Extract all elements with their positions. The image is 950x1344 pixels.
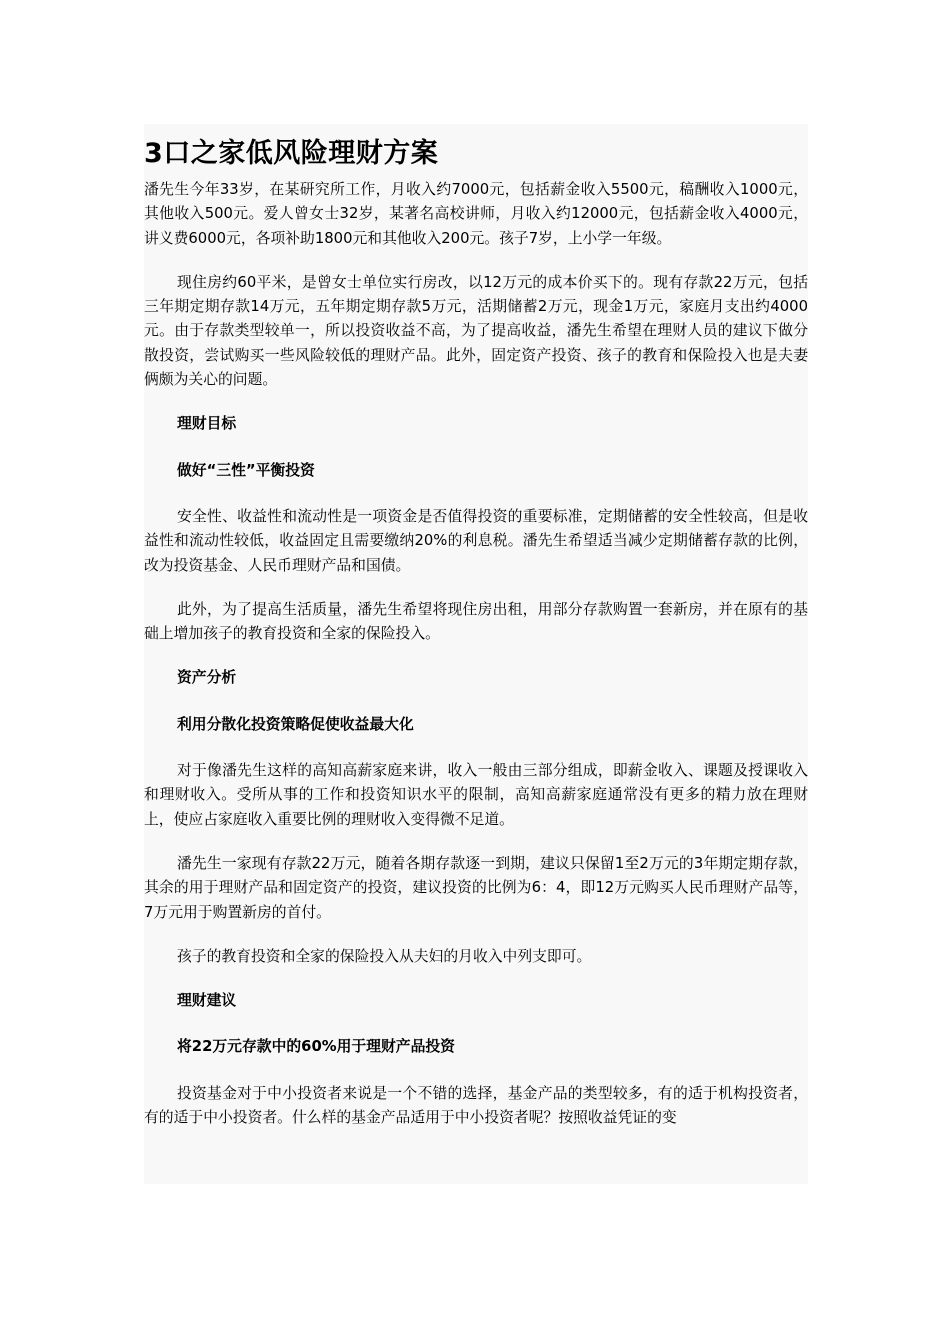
- heading-goal: 理财目标: [177, 415, 237, 433]
- paragraph-safety: 安全性、收益性和流动性是一项资金是否值得投资的重要标准，定期储蓄的安全性较高，但是收益性和流动性较低，收益固定且需要缴纳20%的利息税。潘先生希望适当减少定期储蓄存款的比例，改为投资基金、人民币理财产品和国债。: [144, 507, 808, 574]
- heading-analysis: 资产分析: [177, 669, 237, 687]
- heading-balance: 做好“三性”平衡投资: [177, 461, 315, 479]
- paragraph-housing: 现住房约60平米，是曾女士单位实行房改，以12万元的成本价买下的。现有存款22万元，包括三年期定期存款14万元，五年期定期存款5万元，活期储蓄2万元，现金1万元，家庭月支出约4000元。由于存款类型较单一，所以投资收益不高，为了提高收益，潘先生希望在理财人员的建议下做分散投资，尝试购买一些风险较低的理财产品。此外，固定资产投资、孩子的教育和保险投入也是夫妻俩颇为关心的问题。: [144, 273, 808, 389]
- heading-diversify: 利用分散化投资策略促使收益最大化: [177, 715, 414, 733]
- paragraph-deposit: 潘先生一家现有存款22万元，随着各期存款逐一到期，建议只保留1至2万元的3年期定期存款，其余的用于理财产品和固定资产的投资，建议投资的比例为6：4，即12万元购买人民币理财产品等，7万元用于购置新房的首付。: [144, 854, 808, 921]
- paragraph-rent: 此外，为了提高生活质量，潘先生希望将现住房出租，用部分存款购置一套新房，并在原有的基础上增加孩子的教育投资和全家的保险投入。: [144, 600, 808, 643]
- paragraph-income: 对于像潘先生这样的高知高薪家庭来讲，收入一般由三部分组成，即薪金收入、课题及授课收入和理财收入。受所从事的工作和投资知识水平的限制，高知高薪家庭通常没有更多的精力放在理财上，使应占家庭收入重要比例的理财收入变得微不足道。: [144, 762, 808, 828]
- paragraph-intro: 潘先生今年33岁，在某研究所工作，月收入约7000元，包括薪金收入5500元，稿酬收入1000元，其他收入500元。爱人曾女士32岁，某著名高校讲师，月收入约12000元，包括薪金收入4000元，讲义费6000元，各项补助1800元和其他收入200元。孩子7岁，上小学一年级。: [144, 181, 808, 247]
- heading-advice: 理财建议: [177, 992, 237, 1010]
- document-title: 3口之家低风险理财方案: [144, 138, 439, 169]
- heading-sixty-percent: 将22万元存款中的60%用于理财产品投资: [177, 1038, 455, 1056]
- document-page: [144, 124, 808, 1184]
- paragraph-education: 孩子的教育投资和全家的保险投入从夫妇的月收入中列支即可。: [177, 947, 592, 965]
- paragraph-fund: 投资基金对于中小投资者来说是一个不错的选择，基金产品的类型较多，有的适于机构投资者，有的适于中小投资者。什么样的基金产品适用于中小投资者呢？按照收益凭证的变: [144, 1084, 808, 1127]
